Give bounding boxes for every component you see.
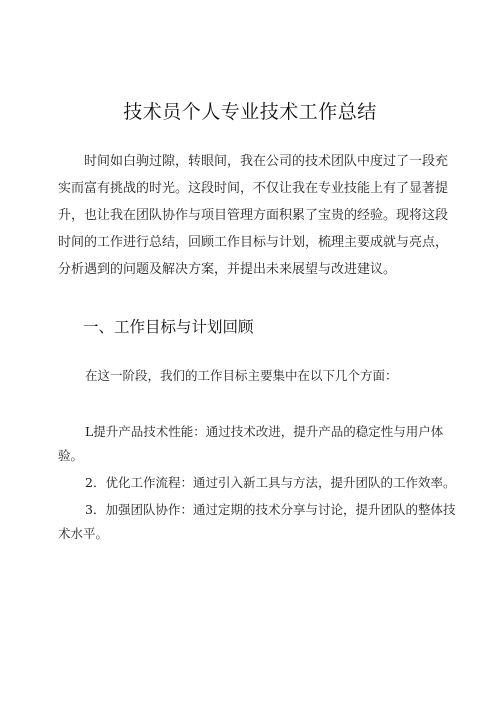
goal-list [58, 420, 463, 549]
section-lead-paragraph: 在这一阶段，我们的工作目标主要集中在以下几个方面： [85, 368, 398, 383]
document-title: 技术员个人专业技术工作总结 [123, 101, 377, 123]
list-item: 3．加强团队协作：通过定期的技术分享与讨论，提升团队的整体技术水平。 [58, 502, 456, 541]
list-item: 2．优化工作流程：通过引入新工具与方法，提升团队的工作效率。 [85, 475, 456, 490]
intro-paragraph: 时间如白驹过隙，转眼间，我在公司的技术团队中度过了一段充实而富有挑战的时光。这段时间，不仅让我在专业技能上有了显著提升，也让我在团队协作与项目管理方面积累了宝贵的经验。现将这段时间的工作进行总结，回顾工作目标与计划，梳理主要成就与亮点，分析遇到的问题及解决方案，并提出未来展望与改进建议。 [58, 154, 449, 277]
section-heading: 一、工作目标与计划回顾 [83, 318, 254, 336]
list-item: L提升产品技术性能：通过技术改进，提升产品的稳定性与用户体验。 [58, 424, 444, 463]
